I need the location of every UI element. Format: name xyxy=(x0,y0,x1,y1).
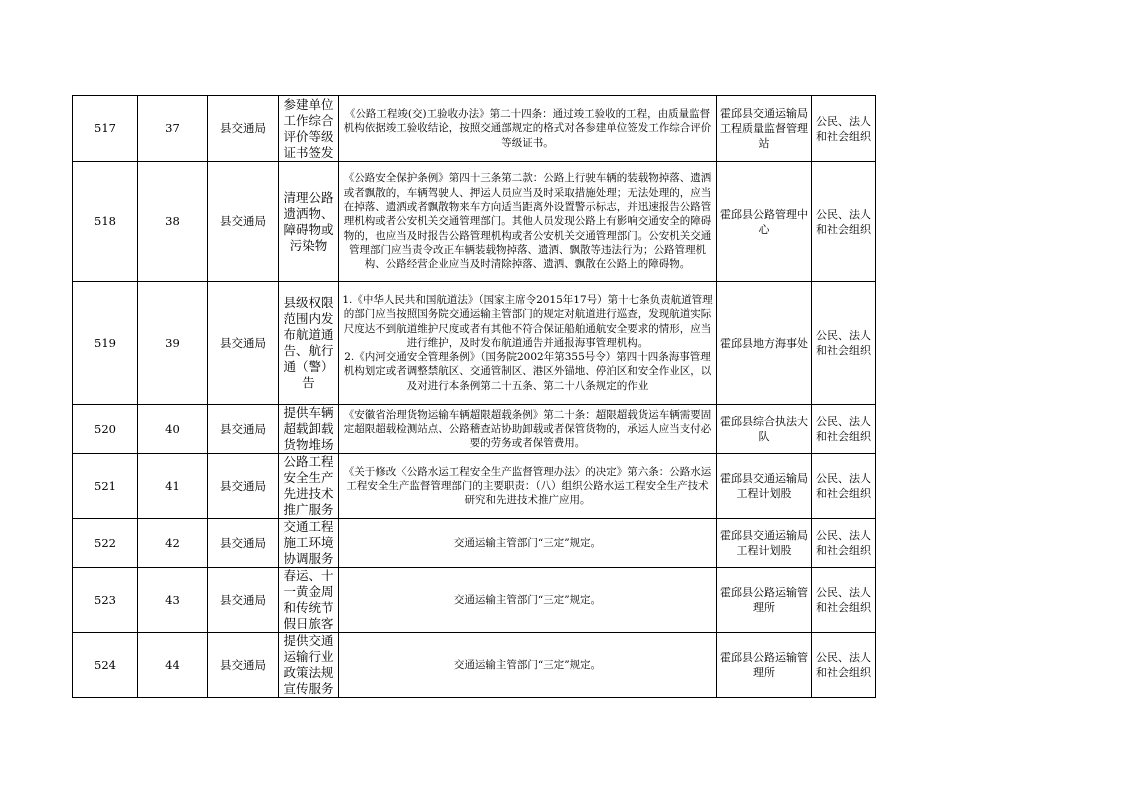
table-row xyxy=(73,405,876,454)
row-service-item: 公路工程安全生产先进技术推广服务 xyxy=(279,454,339,519)
table-row xyxy=(73,568,876,633)
row-service-target: 公民、法人和社会组织 xyxy=(812,282,876,405)
row-department: 县交通局 xyxy=(208,519,279,568)
row-department: 县交通局 xyxy=(208,454,279,519)
row-service-item: 提供交通运输行业政策法规宣传服务 xyxy=(279,633,339,698)
table-row xyxy=(73,282,876,405)
row-legal-basis xyxy=(339,405,717,454)
row-responsible-unit: 霍邱县交通运输局工程计划股 xyxy=(717,519,812,568)
legal-basis-paragraph: 2.《内河交通安全管理条例》（国务院2002年第355号令）第四十四条海事管理机构划定或者调整禁航区、交通管制区、港区外锚地、停泊区和安全作业区，以及对进行本条例第二十五条、第二十八条规定的作业 xyxy=(343,351,712,392)
row-service-item: 县级权限范围内发布航道通告、航行通（警）告 xyxy=(279,282,339,405)
row-department: 县交通局 xyxy=(208,162,279,282)
row-legal-basis xyxy=(339,519,717,568)
legal-basis-paragraph: 1.《中华人民共和国航道法》（国家主席令2015年17号）第十七条负责航道管理的部门应当按照国务院交通运输主管部门的规定对航道进行巡查，发现航道实际尺度达不到航道维护尺度或者有其他不符合保证船舶通航安全要求的情形，应当进行维护，及时发布航道通告并通报海事管理机构。 xyxy=(342,293,713,349)
row-service-item: 交通工程施工环境协调服务 xyxy=(279,519,339,568)
table-row xyxy=(73,454,876,519)
table-row xyxy=(73,96,876,162)
legal-basis-paragraph: 《公路工程竣(交)工验收办法》第二十四条：通过竣工验收的工程，由质量监督机构依据竣工验收结论，按照交通部规定的格式对各参建单位签发工作综合评价等级证书。 xyxy=(343,108,712,149)
row-department: 县交通局 xyxy=(208,405,279,454)
catalog-table xyxy=(72,95,876,698)
table-row xyxy=(73,162,876,282)
row-sequence: 37 xyxy=(138,96,208,162)
row-number: 519 xyxy=(73,282,138,405)
row-responsible-unit: 霍邱县公路运输管理所 xyxy=(717,568,812,633)
row-responsible-unit: 霍邱县公路运输管理所 xyxy=(717,633,812,698)
row-department: 县交通局 xyxy=(208,96,279,162)
row-department: 县交通局 xyxy=(208,568,279,633)
row-service-item: 清理公路遗洒物、障碍物或污染物 xyxy=(279,162,339,282)
row-sequence: 44 xyxy=(138,633,208,698)
row-sequence: 42 xyxy=(138,519,208,568)
row-number: 521 xyxy=(73,454,138,519)
legal-basis-paragraph: 交通运输主管部门“三定”规定。 xyxy=(453,658,602,671)
row-legal-basis xyxy=(339,633,717,698)
row-legal-basis xyxy=(339,282,717,405)
row-service-item: 春运、十一黄金周和传统节假日旅客 xyxy=(279,568,339,633)
row-department: 县交通局 xyxy=(208,633,279,698)
row-sequence: 38 xyxy=(138,162,208,282)
row-number: 522 xyxy=(73,519,138,568)
row-responsible-unit: 霍邱县交通运输局工程计划股 xyxy=(717,454,812,519)
row-number: 524 xyxy=(73,633,138,698)
row-responsible-unit: 霍邱县综合执法大队 xyxy=(717,405,812,454)
row-service-target: 公民、法人和社会组织 xyxy=(812,519,876,568)
row-number: 523 xyxy=(73,568,138,633)
legal-basis-paragraph: 《关于修改〈公路水运工程安全生产监督管理办法〉的决定》第六条：公路水运工程安全生产监督管理部门的主要职责：（八）组织公路水运工程安全生产技术研究和先进技术推广应用。 xyxy=(343,465,712,507)
row-sequence: 43 xyxy=(138,568,208,633)
legal-basis-paragraph: 《公路安全保护条例》第四十三条第二款：公路上行驶车辆的装载物掉落、遗洒或者飘散的，车辆驾驶人、押运人员应当及时采取措施处理；无法处理的，应当在掉落、遗洒或者飘散物来车方向适当距离外设置警示标志，并迅速报告公路管理机构或者公安机关交通管理部门。其他人员发现公路上有影响交通安全的障碍物的，也应当及时报告公路管理机构或者公安机关交通管理部门。公安机关交通管理部门应当责令改正车辆装载物掉落、遗洒、飘散等违法行为；公路管理机构、公路经营企业应当及时清除掉落、遗洒、飘散在公路上的障碍物。 xyxy=(343,172,712,271)
row-service-target: 公民、法人和社会组织 xyxy=(812,633,876,698)
row-sequence: 39 xyxy=(138,282,208,405)
row-sequence: 40 xyxy=(138,405,208,454)
row-service-item: 参建单位工作综合评价等级证书签发 xyxy=(279,96,339,162)
row-service-target: 公民、法人和社会组织 xyxy=(812,162,876,282)
row-service-target: 公民、法人和社会组织 xyxy=(812,96,876,162)
legal-basis-paragraph: 交通运输主管部门“三定”规定。 xyxy=(453,593,602,606)
row-service-target: 公民、法人和社会组织 xyxy=(812,405,876,454)
row-service-target: 公民、法人和社会组织 xyxy=(812,568,876,633)
table-row xyxy=(73,519,876,568)
row-responsible-unit: 霍邱县交通运输局工程质量监督管理站 xyxy=(717,96,812,162)
row-responsible-unit: 霍邱县地方海事处 xyxy=(717,282,812,405)
row-responsible-unit: 霍邱县公路管理中心 xyxy=(717,162,812,282)
row-legal-basis xyxy=(339,454,717,519)
row-legal-basis xyxy=(339,96,717,162)
row-number: 517 xyxy=(73,96,138,162)
row-legal-basis xyxy=(339,568,717,633)
legal-basis-paragraph: 交通运输主管部门“三定”规定。 xyxy=(453,536,602,549)
row-department: 县交通局 xyxy=(208,282,279,405)
row-number: 520 xyxy=(73,405,138,454)
legal-basis-paragraph: 《安徽省治理货物运输车辆超限超载条例》第二十条：超限超载货运车辆需要固定超限超载检测站点、公路稽查站协助卸载或者保管货物的，承运人应当支付必要的劳务或者保管费用。 xyxy=(343,408,712,450)
row-sequence: 41 xyxy=(138,454,208,519)
row-service-target: 公民、法人和社会组织 xyxy=(812,454,876,519)
table-row xyxy=(73,633,876,698)
table-body xyxy=(73,96,876,698)
row-service-item: 提供车辆超载卸载货物堆场 xyxy=(279,405,339,454)
row-legal-basis xyxy=(339,162,717,282)
row-number: 518 xyxy=(73,162,138,282)
